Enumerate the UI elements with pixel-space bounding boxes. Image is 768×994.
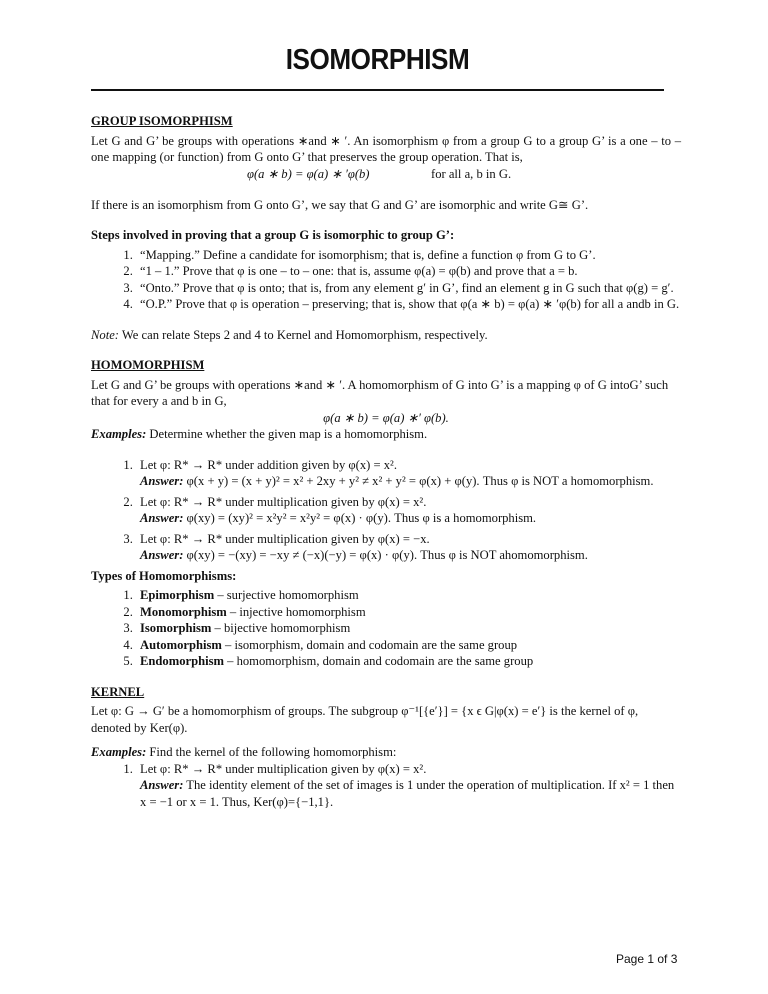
type-term: Monomorphism <box>140 604 227 619</box>
steps-heading: Steps involved in proving that a group G is isomorphic to group G’: <box>91 228 455 242</box>
type-term: Automorphism <box>140 637 222 652</box>
answer-text: φ(xy) = −(xy) = −xy ≠ (−x)(−y) = φ(x) · φ(y). Thus φ is NOT ahomomorphism. <box>183 548 588 562</box>
section-heading-kernel: KERNEL <box>91 684 145 699</box>
examples-text: Find the kernel of the following homomorphism: <box>146 745 397 759</box>
type-desc: – homomorphism, domain and codomain are the same group <box>223 654 534 668</box>
list-item <box>136 457 681 490</box>
types-list <box>91 587 681 670</box>
equation-condition: for all a, b in G. <box>431 166 512 181</box>
answer-text: The identity element of the set of images is 1 under the operation of multiplication. If x² = 1 then x = −1 or x = 1. Thus, Ker(φ)={−1,1}. <box>140 778 675 809</box>
list-item: 3. “Onto.” Prove that φ is onto; that is, from any element g′ in G’, find an element g in G such that φ(g) = g′. <box>136 280 681 297</box>
type-term: Isomorphism <box>140 621 212 635</box>
list-item <box>136 494 681 527</box>
answer-label: Answer: <box>140 548 184 562</box>
kernel-examples-list <box>91 761 681 811</box>
document-page <box>91 0 681 994</box>
example-answer <box>140 473 681 490</box>
kernel-examples-paragraph <box>91 744 681 761</box>
answer-label: Answer: <box>140 474 184 488</box>
paragraph-isomorphic-notation: If there is an isomorphism from G onto G’, we say that G and G’ are isomorphic and write G≅ G’. <box>91 197 589 212</box>
example-question: 1. Let φ: R* → R* under multiplication given by φ(x) = x². <box>140 761 427 776</box>
page-title: ISOMORPHISM <box>285 44 470 76</box>
list-item <box>136 604 681 621</box>
paragraph-kernel-definition: Let φ: G → G′ be a homomorphism of groups. The subgroup φ⁻¹[{e′}] = {x ϵ G|φ(x) = e′} is the kernel of φ, denoted by Ker(φ). <box>91 704 639 735</box>
title-rule <box>91 89 664 91</box>
example-question: 2. Let φ: R* → R* under multiplication given by φ(x) = x². <box>140 494 427 509</box>
homomorphism-equation: φ(a ∗ b) = φ(a) ∗′ φ(b). <box>323 410 449 425</box>
type-desc: – isomorphism, domain and codomain are the same group <box>221 637 518 652</box>
example-answer <box>140 510 681 527</box>
note-label: Note: <box>91 327 119 342</box>
list-item <box>136 637 681 654</box>
steps-list <box>91 247 681 313</box>
type-term: Epimorphism <box>140 588 215 602</box>
type-desc: – injective homomorphism <box>226 604 366 619</box>
types-heading: Types of Homomorphisms: <box>91 568 237 583</box>
homomorphism-examples-list <box>91 457 681 564</box>
isomorphism-equation: φ(a ∗ b) = φ(a) ∗ ′φ(b) <box>247 166 370 181</box>
type-term: Endomorphism <box>140 654 224 668</box>
note-text: We can relate Steps 2 and 4 to Kernel and Homomorphism, respectively. <box>118 327 488 342</box>
list-item <box>136 653 681 670</box>
list-item <box>136 531 681 564</box>
document-body <box>91 113 681 810</box>
answer-text: φ(xy) = (xy)² = x²y² = x²y² = φ(x) · φ(y). Thus φ is a homomorphism. <box>183 511 537 525</box>
list-item: 1. “Mapping.” Define a candidate for isomorphism; that is, define a function φ from G to G’. <box>136 247 681 264</box>
example-answer <box>140 547 681 564</box>
paragraph-homomorphism-definition: Let G and G’ be groups with operations ∗and ∗ ′. A homomorphism of G into G’ is a mapping φ of G intoG’ such that for every a and b in G, <box>91 377 669 408</box>
page-number: Page 1 of 3 <box>616 952 678 966</box>
type-desc: – surjective homomorphism <box>214 588 359 602</box>
section-heading-group-isomorphism: GROUP ISOMORPHISM <box>91 114 233 128</box>
list-item: 4. “O.P.” Prove that φ is operation – preserving; that is, show that φ(a ∗ b) = φ(a) ∗ ′φ(b) for all a andb in G. <box>136 296 681 313</box>
example-question: 3. Let φ: R* → R* under multiplication given by φ(x) = −x. <box>140 531 430 546</box>
type-desc: – bijective homomorphism <box>211 621 351 635</box>
answer-text: φ(x + y) = (x + y)² = x² + 2xy + y² ≠ x² + y² = φ(x) + φ(y). Thus φ is NOT a homomorphism. <box>183 474 654 488</box>
list-item <box>136 587 681 604</box>
example-question: 1. Let φ: R* → R* under addition given by φ(x) = x². <box>140 457 397 472</box>
note-paragraph <box>91 327 681 344</box>
examples-text: Determine whether the given map is a homomorphism. <box>146 427 428 441</box>
examples-label: Examples: <box>91 745 147 759</box>
answer-label: Answer: <box>140 778 184 792</box>
equation-line <box>91 166 681 183</box>
list-item <box>136 620 681 637</box>
examples-label: Examples: <box>91 427 147 441</box>
answer-label: Answer: <box>140 511 184 525</box>
list-item <box>136 761 681 811</box>
list-item: 2. “1 – 1.” Prove that φ is one – to – one: that is, assume φ(a) = φ(b) and prove that a = b. <box>136 263 681 280</box>
section-heading-homomorphism: HOMOMORPHISM <box>91 358 205 372</box>
examples-paragraph <box>91 426 681 443</box>
example-answer <box>140 777 681 810</box>
paragraph-isomorphism-definition: Let G and G’ be groups with operations ∗and ∗ ′. An isomorphism φ from a group G to a group G’ is a one – to – one mapping (or function) from G onto G’ that preserves the group operation. That is, <box>91 133 681 164</box>
